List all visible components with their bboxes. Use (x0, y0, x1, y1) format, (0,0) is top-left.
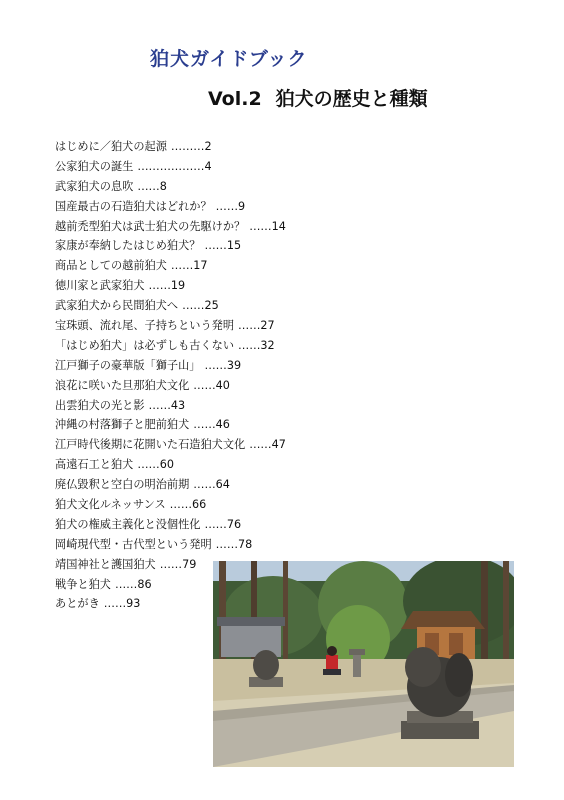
toc-entry-page: 32 (260, 338, 275, 352)
toc-entry (55, 177, 286, 197)
toc-entry (55, 455, 286, 475)
toc-entry (55, 157, 286, 177)
toc-entry-title: 狛犬の権威主義化と没個性化 (55, 517, 201, 531)
toc-entry (55, 356, 286, 376)
toc-entry-leader: …… (249, 438, 272, 452)
toc-entry-page: 4 (204, 159, 212, 173)
toc-entry-title: 国産最古の石造狛犬はどれか？ (55, 199, 212, 213)
toc-entry (55, 197, 286, 217)
toc-entry (55, 256, 286, 276)
toc-entry-title: 廃仏毀釈と空白の明治前期 (55, 478, 190, 492)
toc-entry (55, 376, 286, 396)
toc-entry-leader: …… (103, 597, 127, 611)
toc-entry-page: 86 (137, 577, 152, 591)
toc-entry-title: 「はじめ狛犬」は必ずしも古くない (55, 338, 235, 352)
toc-entry (55, 475, 286, 495)
toc-entry-page: 19 (170, 279, 186, 293)
toc-entry-leader: …… (114, 577, 138, 591)
toc-entry-title: 家康が奉納したはじめ狛犬？ (55, 239, 201, 253)
toc-entry-page: 27 (260, 319, 275, 333)
toc-entry-page: 47 (271, 438, 286, 452)
toc-entry-leader: …… (238, 319, 261, 333)
toc-entry-title: 出雲狛犬の光と影 (55, 398, 145, 412)
toc-entry-title: 商品としての越前狛犬 (55, 259, 167, 273)
toc-entry (55, 336, 286, 356)
toc-entry (55, 236, 286, 256)
toc-entry-leader: …… (169, 498, 193, 512)
toc-entry (55, 435, 286, 455)
toc-entry-leader: …… (204, 517, 227, 531)
toc-entry (55, 495, 286, 515)
toc-entry-leader: …… (193, 478, 216, 492)
toc-entry-title: 戦争と狛犬 (55, 577, 111, 591)
toc-entry-title: 沖縄の村落獅子と肥前狛犬 (55, 418, 190, 432)
series-title: 狛犬ガイドブック (150, 48, 308, 70)
toc-entry-title: 越前禿型狛犬は武士狛犬の先駆けか？ (55, 219, 246, 233)
toc-entry-title: 岡崎現代型・古代型という発明 (55, 537, 212, 551)
toc-entry-page: 39 (226, 358, 242, 372)
volume-title (208, 84, 428, 111)
toc-entry-page: 14 (271, 219, 286, 233)
toc-entry-page: 76 (226, 517, 242, 531)
toc-entry-title: 武家狛犬の息吹 (55, 179, 134, 193)
toc-entry-page: 78 (238, 537, 253, 551)
toc-entry-title: 高遠石工と狛犬 (55, 458, 134, 472)
toc-entry-page: 43 (170, 398, 186, 412)
toc-entry-page: 40 (215, 378, 230, 392)
shrine-photo (213, 561, 514, 767)
toc-entry-title: 武家狛犬から民間狛犬へ (55, 299, 179, 313)
toc-entry (55, 415, 286, 435)
toc-entry-title: 公家狛犬の誕生 (55, 159, 134, 173)
toc-entry-page: 25 (204, 299, 219, 313)
toc-entry-leader: …… (204, 358, 227, 372)
toc-entry-page: 17 (193, 259, 208, 273)
toc-entry-title: あとがき (55, 597, 100, 611)
toc-entry-page: 46 (215, 418, 230, 432)
toc-entry-title: はじめに／狛犬の起源 (55, 140, 167, 153)
toc-entry-leader: …… (159, 557, 183, 571)
toc-entry-leader: …… (215, 537, 239, 551)
toc-entry-page: 9 (238, 199, 246, 213)
toc-entry-leader: …… (249, 219, 272, 233)
table-of-contents (55, 137, 286, 614)
toc-entry-leader: …… (182, 299, 205, 313)
toc-entry-title: 徳川家と武家狛犬 (55, 279, 145, 293)
toc-entry-page: 8 (159, 179, 167, 193)
toc-entry-leader: …… (193, 418, 216, 432)
toc-entry-leader: …… (148, 398, 171, 412)
toc-entry (55, 137, 286, 157)
volume-number: Vol.2 (208, 88, 262, 110)
toc-entry (55, 296, 286, 316)
toc-entry-leader: …… (170, 259, 194, 273)
toc-entry-leader: …… (137, 458, 160, 472)
toc-entry-leader: …… (238, 338, 261, 352)
toc-entry-page: 15 (226, 239, 242, 253)
toc-entry (55, 515, 286, 535)
toc-entry (55, 396, 286, 416)
toc-entry-title: 靖国神社と護国狛犬 (55, 557, 156, 571)
toc-entry (55, 535, 286, 555)
toc-entry-leader: …… (148, 279, 171, 293)
toc-entry-page: 93 (126, 597, 141, 611)
toc-entry-leader: ……… (170, 140, 205, 153)
toc-entry-leader: …… (215, 199, 239, 213)
toc-entry-title: 浪花に咲いた旦那狛犬文化 (55, 378, 190, 392)
toc-entry-title: 狛犬文化ルネッサンス (55, 498, 166, 512)
toc-entry-leader: …… (193, 378, 216, 392)
toc-entry (55, 316, 286, 336)
toc-entry-title: 江戸獅子の豪華版「獅子山」 (55, 358, 201, 372)
toc-entry-page: 60 (159, 458, 174, 472)
toc-entry-leader: …… (204, 239, 227, 253)
toc-entry (55, 217, 286, 237)
toc-entry-page: 2 (204, 140, 212, 153)
toc-entry-page: 66 (192, 498, 207, 512)
toc-entry-page: 79 (182, 557, 197, 571)
toc-entry-page: 64 (215, 478, 230, 492)
volume-subtitle: 狛犬の歴史と種類 (275, 88, 428, 110)
toc-entry-leader: …… (137, 179, 160, 193)
toc-entry-leader: ……………… (137, 159, 205, 173)
toc-entry-title: 江戸時代後期に花開いた石造狛犬文化 (55, 438, 246, 452)
toc-entry (55, 276, 286, 296)
toc-entry-title: 宝珠頭、流れ尾、子持ちという発明 (55, 319, 235, 333)
